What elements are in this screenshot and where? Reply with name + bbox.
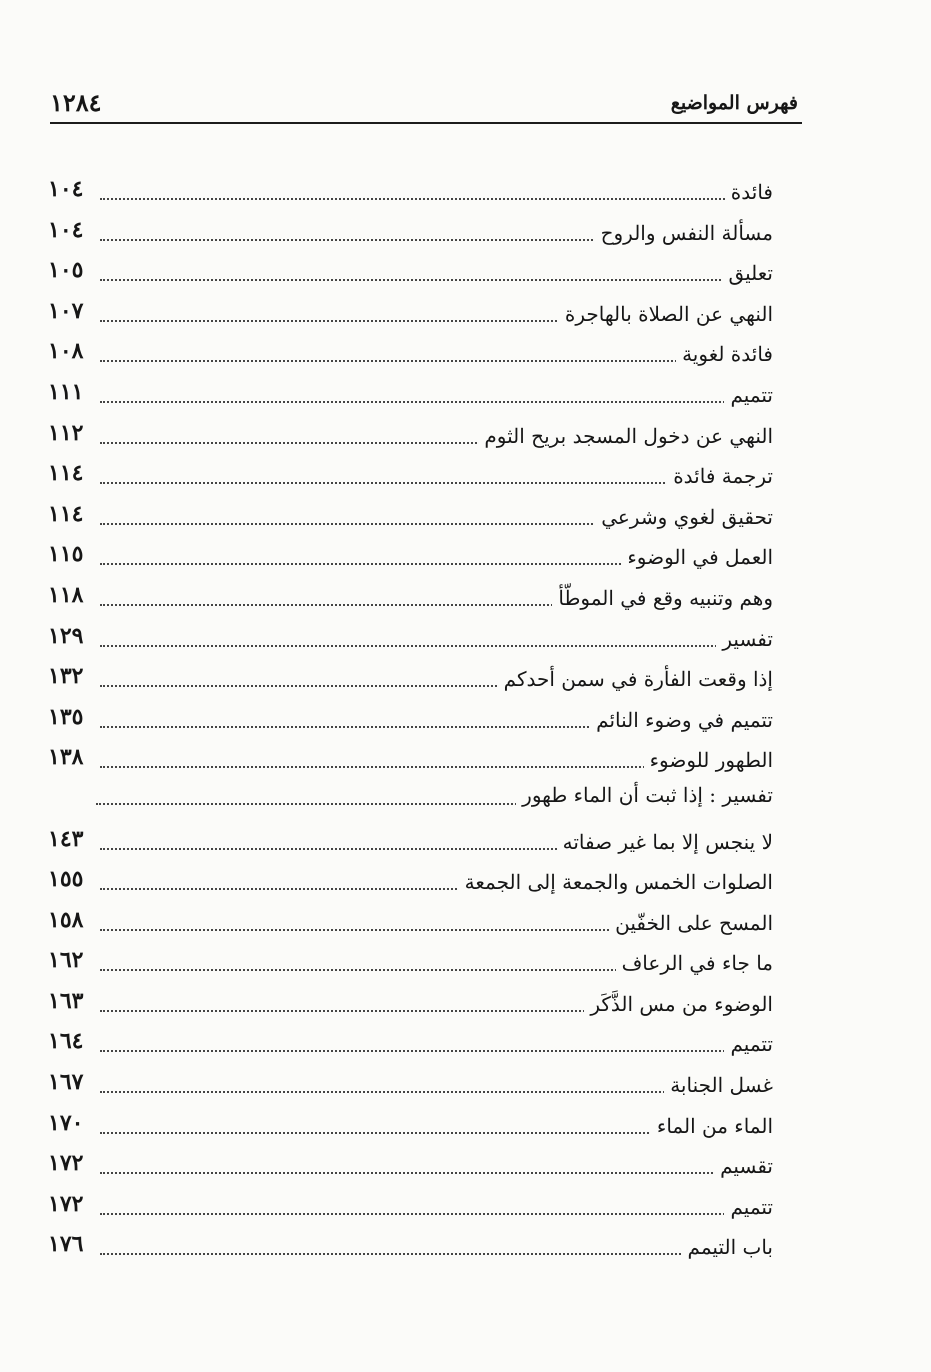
entry-title: لا ينجس إلا بما غير صفاته	[557, 830, 773, 854]
dot-leader	[100, 1253, 773, 1255]
entry-title: المسح على الخفّين	[609, 911, 773, 935]
toc-entry	[48, 984, 773, 1025]
toc-entry	[48, 334, 773, 375]
entry-title: فائدة	[725, 180, 773, 204]
entry-title: إذا وقعت الفأرة في سمن أحدكم	[498, 667, 773, 691]
entry-title: تحقيق لغوي وشرعي	[595, 505, 773, 529]
toc-entry	[48, 456, 773, 497]
entry-title: تفسير	[716, 627, 773, 651]
entry-title: تعليق	[722, 261, 773, 285]
toc-entry	[48, 1187, 773, 1228]
entry-title: غسل الجنابة	[664, 1073, 773, 1097]
entry-title: ما جاء في الرعاف	[616, 951, 773, 975]
entry-page: ١٤٣	[48, 825, 84, 852]
entry-title: تقسيم	[714, 1154, 773, 1178]
toc-entry	[48, 375, 773, 416]
entry-title: العمل في الوضوء	[621, 545, 773, 569]
entry-title: الصلوات الخمس والجمعة إلى الجمعة	[459, 870, 773, 894]
header-rule	[50, 122, 802, 124]
toc-entry	[48, 659, 773, 700]
entry-page: ١٣٥	[48, 703, 84, 730]
entry-page: ١٠٨	[48, 338, 84, 365]
toc-entry	[48, 294, 773, 335]
dot-leader	[100, 279, 773, 281]
dot-leader	[100, 1172, 773, 1174]
entry-page: ١٣٨	[48, 744, 84, 771]
toc-entry	[48, 172, 773, 213]
page-header	[50, 86, 802, 122]
toc-entry	[48, 1146, 773, 1187]
toc-entry	[48, 943, 773, 984]
toc-entry	[48, 781, 773, 822]
entry-title: النهي عن دخول المسجد بريح الثوم	[478, 424, 773, 448]
toc-entry	[48, 740, 773, 781]
entry-title: تتميم	[724, 1032, 773, 1056]
dot-leader	[100, 1213, 773, 1215]
toc-entry	[48, 1106, 773, 1147]
dot-leader	[100, 198, 773, 200]
entry-title: النهي عن الصلاة بالهاجرة	[559, 302, 773, 326]
entry-page: ١٧٢	[48, 1190, 84, 1217]
toc-entry	[48, 416, 773, 457]
toc-entry	[48, 253, 773, 294]
entry-page: ١٧٠	[48, 1109, 84, 1136]
entry-title: الوضوء من مس الذَّكَر	[584, 992, 773, 1016]
entry-title: وهم وتنبيه وقع في الموطّأ	[552, 586, 773, 610]
entry-title: تفسير : إذا ثبت أن الماء طهور	[516, 783, 773, 807]
entry-page: ١٢٩	[48, 622, 84, 649]
entry-title: مسألة النفس والروح	[595, 221, 773, 245]
toc-entry	[48, 537, 773, 578]
dot-leader	[100, 1050, 773, 1052]
entry-page: ١١٥	[48, 541, 84, 568]
toc-entry	[48, 619, 773, 660]
toc-entry	[48, 1227, 773, 1268]
entry-page: ١٣٢	[48, 663, 84, 690]
entry-page: ١٦٤	[48, 1028, 84, 1055]
entry-page: ١٧٢	[48, 1150, 84, 1177]
toc-entry	[48, 822, 773, 863]
entry-title: الماء من الماء	[651, 1114, 773, 1138]
entry-page: ١١١	[48, 378, 84, 405]
entry-page: ١٠٧	[48, 297, 84, 324]
toc-entry	[48, 497, 773, 538]
header-page-number: ١٢٨٤	[50, 88, 102, 117]
entry-page: ١٠٥	[48, 257, 84, 284]
entry-page: ١١٤	[48, 460, 84, 487]
entry-page: ١١٤	[48, 500, 84, 527]
toc-entry	[48, 213, 773, 254]
entry-page: ١٧٦	[48, 1231, 84, 1258]
entry-page: ١٦٢	[48, 947, 84, 974]
entry-page: ١٦٣	[48, 987, 84, 1014]
dot-leader	[100, 360, 773, 362]
dot-leader	[100, 645, 773, 647]
toc-entry	[48, 578, 773, 619]
toc-entry	[48, 862, 773, 903]
entry-page: ١٥٥	[48, 866, 84, 893]
entry-title: الطهور للوضوء	[644, 748, 773, 772]
toc-entry	[48, 903, 773, 944]
toc-entry	[48, 700, 773, 741]
entry-title: ترجمة فائدة	[667, 464, 773, 488]
entry-title: تتميم في وضوء النائم	[590, 708, 773, 732]
entry-page: ١٥٨	[48, 906, 84, 933]
table-of-contents	[48, 172, 773, 1268]
entry-title: باب التيمم	[682, 1235, 773, 1259]
entry-page: ١١٨	[48, 581, 84, 608]
entry-page: ١١٢	[48, 419, 84, 446]
entry-page: ١٦٧	[48, 1069, 84, 1096]
entry-page: ١٠٤	[48, 216, 84, 243]
entry-title: تتميم	[724, 1195, 773, 1219]
entry-title: تتميم	[724, 383, 773, 407]
toc-entry	[48, 1065, 773, 1106]
header-title: فهرس المواضيع	[670, 92, 798, 114]
entry-title: فائدة لغوية	[676, 342, 773, 366]
dot-leader	[100, 401, 773, 403]
toc-entry	[48, 1024, 773, 1065]
entry-page: ١٠٤	[48, 176, 84, 202]
